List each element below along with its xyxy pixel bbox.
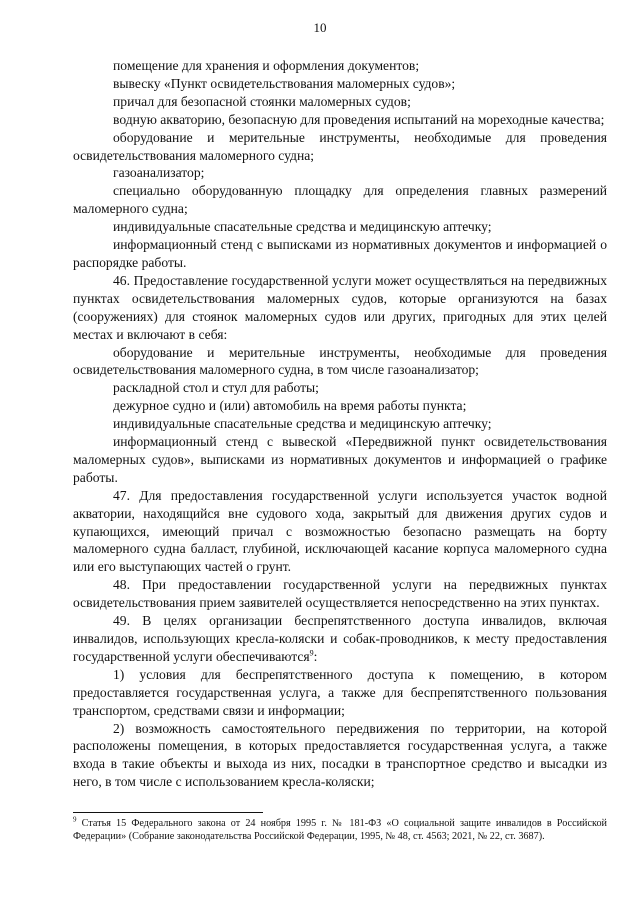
paragraph-5: оборудование и мерительные инструменты, необходимые для проведения освидетельствования маломерного судна; <box>73 129 607 163</box>
list-paragraph-1: 1) условия для беспрепятственного доступа к помещению, в котором предоставляется государственная услуга, а также для беспрепятственного пользования транспортом, средствами связи и информации; <box>73 666 607 718</box>
paragraph-14: индивидуальные спасательные средства и медицинскую аптечку; <box>113 416 492 432</box>
paragraph-3: причал для безопасной стоянки маломерных судов; <box>113 93 411 109</box>
page-number: 10 <box>313 20 327 35</box>
paragraph-8: индивидуальные спасательные средства и медицинскую аптечку; <box>113 219 492 235</box>
paragraph-15: информационный стенд с вывеской «Передвижной пункт освидетельствования маломерных судов», выписками из нормативных документов и информацией о графике работы. <box>73 434 607 485</box>
paragraph-13: дежурное судно и (или) автомобиль на время работы пункта; <box>113 398 467 414</box>
footnote-9 <box>73 817 607 844</box>
footnote-divider <box>73 812 263 813</box>
paragraph-17: 48. При предоставлении государственной услуги на передвижных пунктах освидетельствования прием заявителей осуществляется непосредственно на этих пунктах. <box>73 577 607 611</box>
footnote-text: Статья 15 Федерального закона от 24 ноября 1995 г. № 181-ФЗ «О социальной защите инвалидов в Российской Федерации» (Собрание законодательства Российской Федерации, 1995, № 48, ст. 4563; 2021, № 22, ст. 3687). <box>73 818 607 843</box>
paragraph-16: 47. Для предоставления государственной услуги используется участок водной акватории, находящийся вне судового хода, закрытый для движения других судов и купающихся, имеющий причал с возможностью безопасно размещать на борту маломерного судна балласт, глубиной, исключающей касание корпуса маломерного судна или его выступающих частей о грунт. <box>73 487 607 575</box>
paragraph-10: 46. Предоставление государственной услуги может осуществляться на передвижных пунктах освидетельствования маломерных судов, которые организуются на базах (сооружениях) для стоянок маломерных судов или других, пригодных для этих целей местах и включают в себя: <box>73 272 607 342</box>
paragraph-49-text: 49. В целях организации беспрепятственного доступа инвалидов, включая инвалидов, использующих кресла-коляски и собак-проводников, к месту предоставления государственной услуги обеспечиваются <box>73 613 607 664</box>
paragraph-7: специально оборудованную площадку для определения главных размерений маломерного судна; <box>73 183 607 217</box>
body-text <box>73 57 607 791</box>
footnotes <box>73 812 607 844</box>
paragraph-group-main <box>73 57 607 612</box>
list-paragraph-2: 2) возможность самостоятельного передвижения по территории, на которой расположены помещения, в которых предоставляется государственная услуга, а также входа в такие объекты и выхода из них, посадки в транспортное средство и высадки из него, в том числе с использованием кресла-коляски; <box>73 720 607 790</box>
paragraph-49-tail: : <box>313 648 318 664</box>
footnote-reference-9: 9 <box>309 648 314 658</box>
paragraph-9: информационный стенд с выписками из нормативных документов и информацией о распорядке работы. <box>73 237 607 270</box>
paragraph-11: оборудование и мерительные инструменты, необходимые для проведения освидетельствования маломерного судна, в том числе газоанализатор; <box>73 344 607 378</box>
paragraph-12: раскладной стол и стул для работы; <box>113 380 319 396</box>
paragraph-2: вывеску «Пункт освидетельствования маломерных судов»; <box>113 75 456 91</box>
paragraph-1: помещение для хранения и оформления документов; <box>113 58 420 73</box>
paragraph-6: газоанализатор; <box>113 165 205 181</box>
paragraph-49 <box>73 612 607 666</box>
paragraph-group-list <box>73 666 607 791</box>
footnote-marker: 9 <box>73 815 77 824</box>
paragraph-4: водную акваторию, безопасную для проведения испытаний на мореходные качества; <box>113 111 605 127</box>
